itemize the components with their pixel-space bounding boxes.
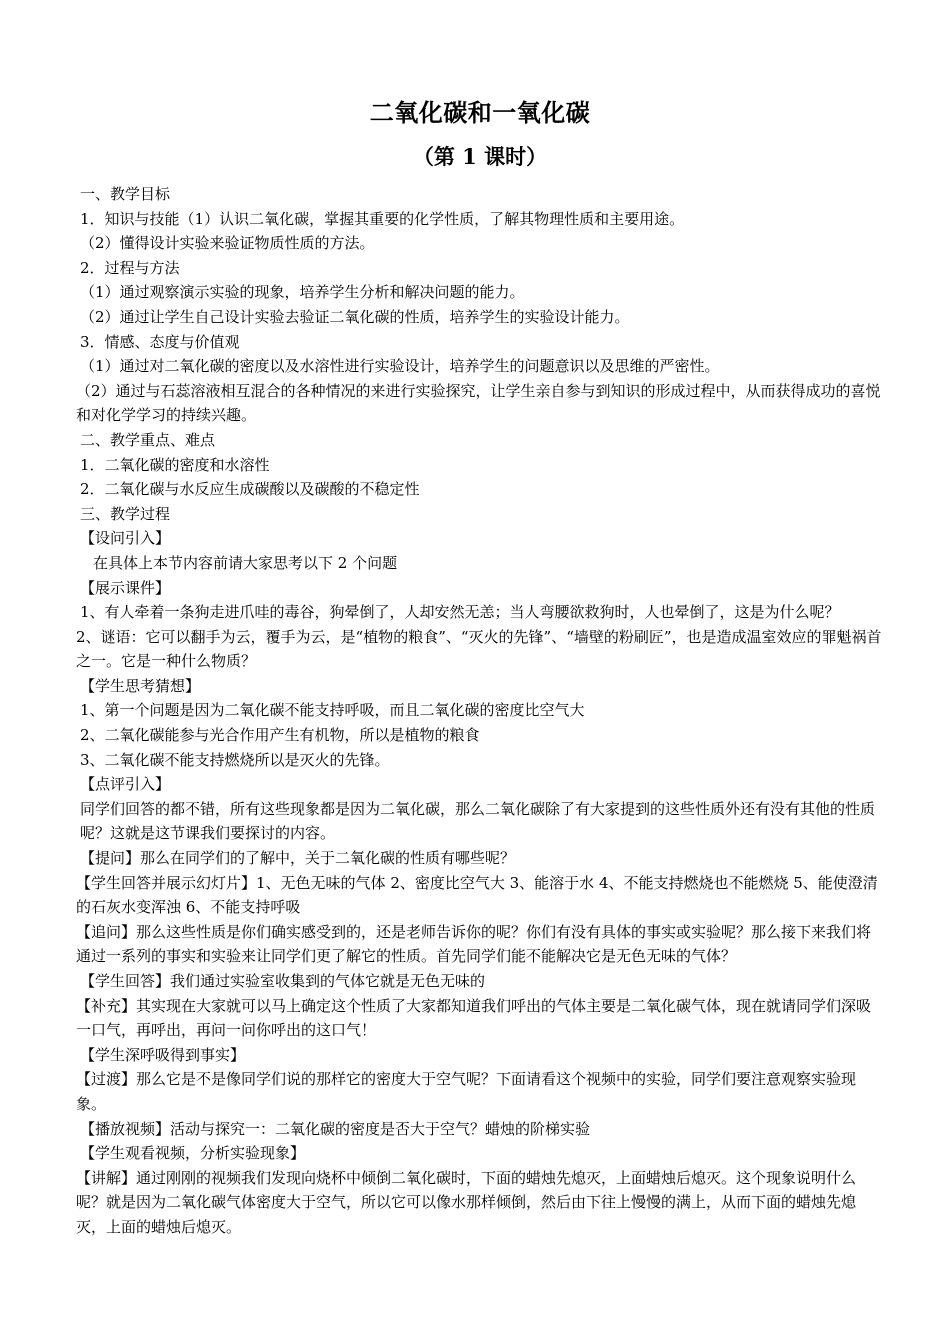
paragraph: （1）通过对二氧化碳的密度以及水溶性进行实验设计，培养学生的问题意识以及思维的严密性。 bbox=[80, 357, 720, 376]
paragraph: 2、二氧化碳能参与光合作用产生有机物，所以是植物的粮食 bbox=[80, 726, 480, 745]
paragraph: 【提问】那么在同学们的了解中，关于二氧化碳的性质有哪些呢？ bbox=[80, 849, 516, 868]
paragraph: 【学生回答】我们通过实验室收集到的气体它就是无色无味的 bbox=[80, 972, 486, 990]
paragraph: 同学们回答的都不错，所有这些现象都是因为二氧化碳，那么二氧化碳除了有大家提到的这些性质外还有没有其他的性质呢？这就是这节课我们要探讨的内容。 bbox=[80, 799, 876, 843]
step-label: 【设问引入】 bbox=[80, 529, 171, 548]
section-heading: 一、教学目标 bbox=[80, 185, 171, 203]
paragraph: 3．情感、态度与价值观 bbox=[80, 332, 240, 351]
paragraph: 【讲解】通过刚刚的视频我们发现向烧杯中倾倒二氧化碳时，下面的蜡烛先熄灭，上面蜡烛后熄灭。这个现象说明什么呢？就是因为二氧化碳气体密度大于空气，所以它可以像水那样倾倒，然后由下往上慢慢的满上，从而下面的蜡烛先熄灭，上面的蜡烛后熄灭。 bbox=[76, 1168, 857, 1236]
step-label: 【展示课件】 bbox=[80, 578, 171, 597]
paragraph: 1、第一个问题是因为二氧化碳不能支持呼吸，而且二氧化碳的密度比空气大 bbox=[80, 701, 585, 720]
paragraph: 【追问】那么这些性质是你们确实感受到的，还是老师告诉你的呢？你们有没有具体的事实或实验呢？那么接下来我们将通过一系列的事实和实验来让同学们更了解它的性质。首先同学们能不能解决它是无色无味的气体？ bbox=[76, 922, 872, 966]
paragraph: 2．二氧化碳与水反应生成碳酸以及碳酸的不稳定性 bbox=[80, 480, 420, 499]
section-heading: 二、教学重点、难点 bbox=[80, 430, 216, 449]
paragraph: 2．过程与方法 bbox=[80, 258, 180, 277]
paragraph: （2）懂得设计实验来验证物质性质的方法。 bbox=[80, 234, 375, 253]
paragraph: 【补充】其实现在大家就可以马上确定这个性质了大家都知道我们呼出的气体主要是二氧化碳气体，现在就请同学们深吸一口气，再呼出，再问一问你呼出的这口气！ bbox=[76, 996, 872, 1040]
step-label: 【学生思考猜想】 bbox=[80, 676, 201, 695]
paragraph: （2）通过让学生自己设计实验去验证二氧化碳的性质，培养学生的实验设计能力。 bbox=[80, 307, 630, 326]
paragraph: 1．二氧化碳的密度和水溶性 bbox=[80, 455, 270, 474]
paragraph: （1）通过观察演示实验的现象，培养学生分析和解决问题的能力。 bbox=[80, 283, 525, 302]
document-body bbox=[76, 182, 884, 1240]
paragraph: 2、谜语：它可以翻手为云，覆手为云，是“植物的粮食”、“灭火的先锋”、“墙壁的粉刷匠”，也是造成温室效应的罪魁祸首之一。它是一种什么物质？ bbox=[76, 627, 882, 671]
step-label: 【学生观看视频，分析实验现象】 bbox=[80, 1144, 306, 1163]
paragraph: 1、有人牵着一条狗走进爪哇的毒谷，狗晕倒了，人却安然无恙；当人弯腰欲救狗时，人也晕倒了，这是为什么呢？ bbox=[80, 603, 840, 622]
step-label: 【学生深呼吸得到事实】 bbox=[80, 1045, 246, 1064]
section-heading: 三、教学过程 bbox=[80, 504, 171, 523]
paragraph: 【学生回答并展示幻灯片】1、无色无味的气体 2、密度比空气大 3、能溶于水 4、不能支持燃烧也不能燃烧 5、能使澄清的石灰水变浑浊 6、不能支持呼吸 bbox=[76, 873, 878, 917]
paragraph: 【过渡】那么它是不是像同学们说的那样它的密度大于空气呢？下面请看这个视频中的实验，同学们要注意观察实验现象。 bbox=[76, 1070, 857, 1113]
step-label: 【点评引入】 bbox=[80, 775, 171, 794]
paragraph: 在具体上本节内容前请大家思考以下 2 个问题 bbox=[93, 553, 398, 572]
document-title: 二氧化碳和一氧化碳 bbox=[369, 98, 591, 127]
paragraph: 【播放视频】活动与探究一：二氧化碳的密度是否大于空气？蜡烛的阶梯实验 bbox=[80, 1119, 591, 1138]
paragraph: （2）通过与石蕊溶液相互混合的各种情况的来进行实验探究，让学生亲自参与到知识的形成过程中，从而获得成功的喜悦和对化学学习的持续兴趣。 bbox=[76, 381, 881, 425]
paragraph: 1．知识与技能（1）认识二氧化碳，掌握其重要的化学性质，了解其物理性质和主要用途。 bbox=[80, 209, 685, 228]
lesson-subtitle: （第 1 课时） bbox=[412, 144, 548, 169]
paragraph: 3、二氧化碳不能支持燃烧所以是灭火的先锋。 bbox=[80, 750, 390, 769]
